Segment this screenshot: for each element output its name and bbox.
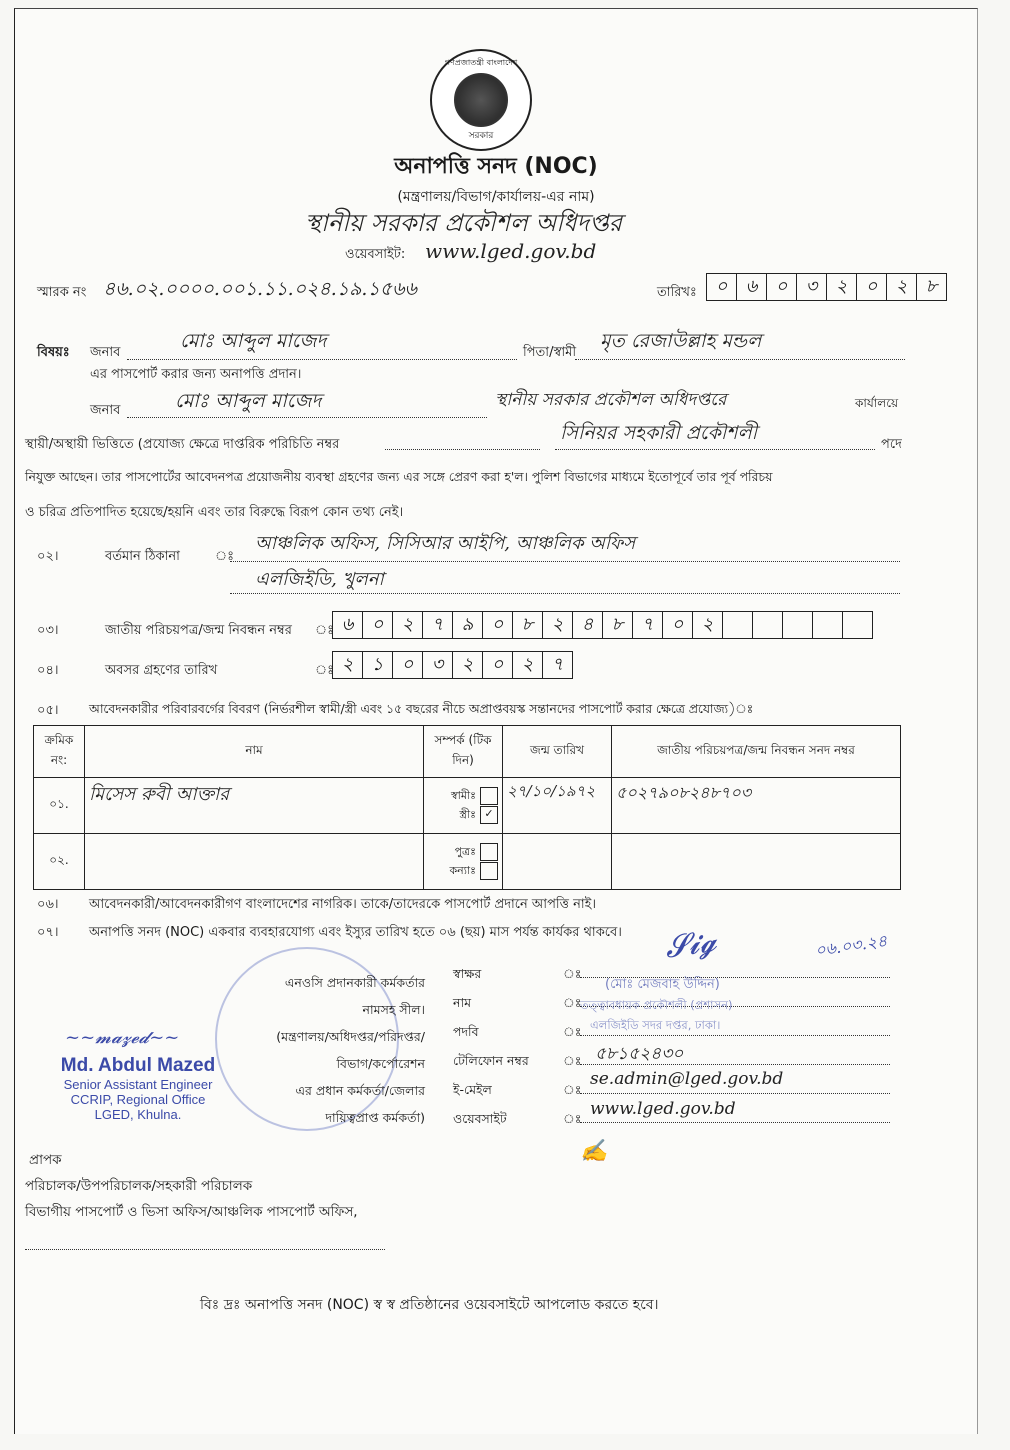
body-line4: ও চরিত্র প্রতিপাদিত হয়েছে/হয়নি এবং তার বিরুদ্ধে বিরূপ কোন তথ্য নেই।	[25, 505, 404, 520]
date-digit: ২	[826, 273, 857, 301]
nid-digit: ২	[392, 611, 423, 639]
row1-serial: ০১.	[34, 778, 85, 834]
recipient-line2: বিভাগীয় পাসপোর্ট ও ভিসা অফিস/আঞ্চলিক পাসপোর্ট অফিস,	[25, 1204, 358, 1220]
phone-value: ৫৮১৫২৪৩০	[595, 1044, 684, 1064]
wife-checkbox[interactable]: ✓	[480, 806, 498, 824]
item-03-number: ০৩।	[37, 623, 59, 638]
body-name: মোঃ আব্দুল মাজেদ	[175, 390, 322, 412]
row1-nid: ৫০২৭৯০৮২৪৮৭০৩	[612, 778, 901, 834]
seal-emblem-icon	[454, 73, 508, 127]
item-05-number: ০৫।	[37, 703, 59, 718]
nid-digit	[752, 611, 783, 639]
office-name: স্থানীয় সরকার প্রকৌশল অধিদপ্তর	[305, 209, 623, 237]
nid-digit: ০	[362, 611, 393, 639]
subject-label: বিষয়ঃ	[37, 345, 70, 360]
subject-mr: জনাব	[90, 345, 121, 360]
retire-digit: ১	[362, 651, 393, 679]
signatory-signature: 𝓢𝓲𝓰	[662, 923, 719, 966]
website-value: www.lged.gov.bd	[425, 239, 597, 263]
father-name: মৃত রেজাউল্লাহ মন্ডল	[600, 330, 762, 352]
nid-digit: ৮	[602, 611, 633, 639]
date-boxes	[707, 273, 947, 301]
body-pode: পদে	[881, 437, 902, 452]
retire-digit: ২	[452, 651, 483, 679]
address-line2: এলজিইডি, খুলনা	[255, 569, 384, 590]
nid-digit	[842, 611, 873, 639]
recipient-line1: পরিচালক/উপপরিচালক/সহকারী পরিচালক	[25, 1178, 253, 1194]
row1-name: মিসেস রুবী আক্তার	[85, 778, 424, 834]
nid-digit: ৬	[332, 611, 363, 639]
document-subtitle: (মন্ত্রণালয়/বিভাগ/কার্যালয়-এর নাম)	[397, 189, 595, 205]
nid-digit: ৭	[422, 611, 453, 639]
date-digit: ০	[766, 273, 797, 301]
ref-label: স্মারক নং	[37, 285, 87, 300]
government-seal	[430, 49, 532, 151]
applicant-stamp: Md. Abdul Mazed Senior Assistant Engineer CCRIP, Regional Office LGED, Khulna.	[60, 1055, 216, 1122]
item-07-text: অনাপত্তি সনদ (NOC) একবার ব্যবহারযোগ্য এবং ইস্যুর তারিখ হতে ০৬ (ছয়) মাস পর্যন্ত কার্যকর থাকবে।	[89, 925, 622, 940]
signature-date: ০৬.০৩.২৪	[813, 931, 889, 960]
row1-dob: ২৭/১০/১৯৭২	[503, 778, 612, 834]
nid-digit	[722, 611, 753, 639]
seal-bottom-text: সরকার	[468, 131, 494, 141]
retire-digit: ০	[482, 651, 513, 679]
subject-line2: এর পাসপোর্ট করার জন্য অনাপত্তি প্রদান।	[90, 367, 302, 382]
body-line2: স্থায়ী/অস্থায়ী ভিত্তিতে (প্রযোজ্য ক্ষেত্রে দাপ্তরিক পরিচিতি নম্বর	[25, 437, 340, 452]
nid-digit: ৪	[572, 611, 603, 639]
retire-digit: ২	[332, 651, 363, 679]
seal-top-text: গণপ্রজাতন্ত্রী বাংলাদেশ	[444, 58, 518, 67]
noc-document: গণপ্রজাতন্ত্রী বাংলাদেশ সরকার অনাপত্তি সনদ (NOC) (মন্ত্রণালয়/বিভাগ/কার্যালয়-এর নাম) স্থানীয় সরকার প্রকৌশল অধিদপ্তর ওয়েবসাইট: www.lged.gov.bd স্মারক নং ৪৬.০২.০০০০.০০১.১১.০২৪.১৯.১৫৬৬ তারিখঃ ০ ৬ ০ ৩ ২ ০ ২ ৮ বিষয়ঃ জনাব মোঃ আব্দুল মাজেদ পিতা/স্বামী মৃত রেজাউল্লাহ মন্ডল এর পাসপোর্ট করার জন্য অনাপত্তি প্রদান। জনাব মোঃ আব্দুল মাজেদ স্থানীয় সরকার প্রকৌশল অধিদপ্তরে কার্যালয়ে স্থায়ী/অস্থায়ী ভিত্তিতে (প্রযোজ্য ক্ষেত্রে দাপ্তরিক পরিচিতি নম্বর সিনিয়র সহকারী প্রকৌশলী পদে নিযুক্ত আছেন। তার পাসপোর্টের আবেদনপত্র প্রয়োজনীয় ব্যবস্থা গ্রহণের জন্য এর সঙ্গে প্রেরণ করা হ'ল। পুলিশ বিভাগের মাধ্যমে ইতোপূর্বে তার পূর্ব পরিচয় ও চরিত্র প্রতিপাদিত হয়েছে/হয়নি এবং তার বিরুদ্ধে বিরূপ কোন তথ্য নেই। ০২। বর্তমান ঠিকানা ঃ আঞ্চলিক অফিস, সিসিআর আইপি, আঞ্চলিক অফিস এলজিইডি, খুলনা ০৩। জাতীয় পরিচয়পত্র/জন্ম নিবন্ধন নম্বর ঃ ৬ ০ ২ ৭ ৯ ০ ৮ ২ ৪ ৮ ৭ ০ ২ ০৪। অবসর গ্রহণের তারিখ ঃ ২ ১ ০ ৩ ২ ০ ২ ৭ ০৫। আবেদনকারীর পরিবারবর্গের বিবরণ (নির্ভরশীল স্বামী/স্ত্রী এবং ১৫ বছরের নীচে অপ্রাপ্তবয়স্ক সন্তানদের পাসপোর্ট করার ক্ষেত্রে প্রযোজ্য)ঃ ক্রমিক নং: নাম সম্পর্ক (টিক দিন) জন্ম তারিখ জাতীয় পরিচয়পত্র/জন্ম নিবন্ধন সনদ নম্বর ০১. মিসেস রুবী আক্তার স্বামীঃ স্ত্রীঃ ✓ ২৭/১০/১৯৭২ ৫০২৭৯০৮২৪৮৭০৩ ০২. পুত্রঃ কন্যাঃ ০৬। আবেদনকারী/আবেদনকারীগণ বাংলাদেশের নাগরিক। তাকে/তাদেরকে পাসপোর্ট প্রদানে আপত্তি নাই। ০৭। অনাপত্তি সনদ (NOC) একবার ব্যবহারযোগ্য এবং ইস্যুর তারিখ হতে ০৬ (ছয়) মাস পর্যন্ত কার্যকর থাকবে। এনওসি প্রদানকারী কর্মকর্তার নামসহ সীল। (মন্ত্রণালয়/অধিদপ্তর/পরিদপ্তর/ বিভাগ/কর্পোরেশন এর প্রধান কর্মকর্তা/জেলার দায়িত্বপ্রাপ্ত কর্মকর্তা) স্বাক্ষর নাম পদবি টেলিফোন নম্বর ই-মেইল ওয়েবসাইট ঃ ঃ ঃ ঃ ঃ ঃ 𝓢𝓲𝓰 ০৬.০৩.২৪ (মোঃ মেজবাহ উদ্দিন) তত্ত্বাবধায়ক প্রকৌশলী (প্রশাসন) এলজিইডি সদর দপ্তর, ঢাকা। ৫৮১৫২৪৩০ se.admin@lged.gov.bd www.lged.gov.bd ✍ ~~𝓶𝓪𝔃𝓮𝓭~~ Md. Abdul Mazed Senior Assistant Engineer CCRIP, Regional Office LGED, Khulna. প্রাপক পরিচালক/উপপরিচালক/সহকারী পরিচালক বিভাগীয় পাসপোর্ট ও ভিসা অফিস/আঞ্চলিক পাসপোর্ট অফিস, বিঃ দ্রঃ অনাপত্তি সনদ (NOC) স্ব স্ব প্রতিষ্ঠানের ওয়েবসাইটে আপলোড করতে হবে।	[14, 8, 978, 1434]
footer-note: বিঃ দ্রঃ অনাপত্তি সনদ (NOC) স্ব স্ব প্রতিষ্ঠানের ওয়েবসাইটে আপলোড করতে হবে।	[200, 1297, 659, 1313]
nid-digit: ০	[662, 611, 693, 639]
row2-name	[85, 834, 424, 890]
designation-value: সিনিয়র সহকারী প্রকৌশলী	[560, 422, 758, 444]
recipient-label: প্রাপক	[29, 1152, 62, 1168]
item-06-number: ০৬।	[37, 897, 59, 912]
nid-boxes	[333, 611, 873, 639]
applicant-name: মোঃ আব্দুল মাজেদ	[180, 330, 327, 352]
address-line1: আঞ্চলিক অফিস, সিসিআর আইপি, আঞ্চলিক অফিস	[255, 533, 636, 554]
nid-digit: ৮	[512, 611, 543, 639]
retire-label: অবসর গ্রহণের তারিখ	[105, 663, 218, 678]
col-relation: সম্পর্ক (টিক দিন)	[424, 726, 503, 778]
date-digit: ৩	[796, 273, 827, 301]
item-04-number: ০৪।	[37, 663, 59, 678]
table-row	[34, 834, 901, 890]
daughter-checkbox[interactable]	[480, 862, 498, 880]
husband-checkbox[interactable]	[480, 787, 498, 805]
row2-relation: পুত্রঃ কন্যাঃ	[424, 834, 503, 890]
retire-digit: ২	[512, 651, 543, 679]
applicant-signature: ~~𝓶𝓪𝔃𝓮𝓭~~	[65, 1027, 180, 1048]
row1-relation: স্বামীঃ স্ত্রীঃ ✓	[424, 778, 503, 834]
name-stamp: (মোঃ মেজবাহ উদ্দিন)	[605, 977, 720, 992]
nid-digit: ৭	[632, 611, 663, 639]
date-digit: ২	[886, 273, 917, 301]
address-label: বর্তমান ঠিকানা	[105, 549, 180, 564]
col-dob: জন্ম তারিখ	[503, 726, 612, 778]
body-mr: জনাব	[90, 403, 121, 418]
date-digit: ০	[856, 273, 887, 301]
date-digit: ০	[706, 273, 737, 301]
date-digit: ৮	[916, 273, 947, 301]
row2-dob	[503, 834, 612, 890]
body-karyalaye: কার্যালয়ে	[855, 396, 899, 410]
nid-label: জাতীয় পরিচয়পত্র/জন্ম নিবন্ধন নম্বর	[105, 623, 292, 638]
nid-digit	[812, 611, 843, 639]
nid-digit: ২	[542, 611, 573, 639]
email-value: se.admin@lged.gov.bd	[590, 1069, 784, 1089]
son-checkbox[interactable]	[480, 843, 498, 861]
date-label: তারিখঃ	[657, 285, 697, 300]
row2-nid	[612, 834, 901, 890]
website-signatory-value: www.lged.gov.bd	[590, 1099, 736, 1119]
signatory-left-block: এনওসি প্রদানকারী কর্মকর্তার নামসহ সীল। (মন্ত্রণালয়/অধিদপ্তর/পরিদপ্তর/ বিভাগ/কর্পোরেশন এর প্রধান কর্মকর্তা/জেলার দায়িত্বপ্রাপ্ত কর্মকর্তা)	[276, 975, 425, 1125]
office-stamp: এলজিইডি সদর দপ্তর, ঢাকা।	[590, 1018, 721, 1032]
col-nid: জাতীয় পরিচয়পত্র/জন্ম নিবন্ধন সনদ নম্বর	[612, 726, 901, 778]
designation-stamp: তত্ত্বাবধায়ক প্রকৌশলী (প্রশাসন)	[580, 998, 733, 1012]
nid-digit: ০	[482, 611, 513, 639]
retire-digit: ৩	[422, 651, 453, 679]
nid-digit	[782, 611, 813, 639]
col-serial: ক্রমিক নং:	[34, 726, 85, 778]
retire-boxes	[333, 651, 573, 679]
ref-number: ৪৬.০২.০০০০.০০১.১১.০২৪.১৯.১৫৬৬	[103, 278, 417, 300]
initial-mark: ✍	[580, 1139, 608, 1164]
family-label: আবেদনকারীর পরিবারবর্গের বিবরণ (নির্ভরশীল স্বামী/স্ত্রী এবং ১৫ বছরের নীচে অপ্রাপ্তবয়স্ক সন্তানদের পাসপোর্ট করার ক্ষেত্রে প্রযোজ্য)ঃ	[89, 702, 754, 716]
document-title: অনাপত্তি সনদ (NOC)	[394, 154, 598, 179]
date-digit: ৬	[736, 273, 767, 301]
signatory-labels: স্বাক্ষর নাম পদবি টেলিফোন নম্বর ই-মেইল ওয়েবসাইট	[453, 966, 529, 1126]
item-02-number: ০২।	[37, 549, 59, 564]
nid-digit: ২	[692, 611, 723, 639]
item-06-text: আবেদনকারী/আবেদনকারীগণ বাংলাদেশের নাগরিক। তাকে/তাদেরকে পাসপোর্ট প্রদানে আপত্তি নাই।	[89, 897, 597, 912]
website-label: ওয়েবসাইট:	[345, 247, 406, 262]
col-name: নাম	[85, 726, 424, 778]
family-table	[33, 725, 901, 890]
retire-digit: ৭	[542, 651, 573, 679]
nid-digit: ৯	[452, 611, 483, 639]
father-label: পিতা/স্বামী	[523, 345, 577, 360]
body-office: স্থানীয় সরকার প্রকৌশল অধিদপ্তরে	[495, 390, 727, 410]
table-row	[34, 778, 901, 834]
row2-serial: ০২.	[34, 834, 85, 890]
item-07-number: ০৭।	[37, 925, 59, 940]
retire-digit: ০	[392, 651, 423, 679]
body-line3: নিযুক্ত আছেন। তার পাসপোর্টের আবেদনপত্র প্রয়োজনীয় ব্যবস্থা গ্রহণের জন্য এর সঙ্গে প্রেরণ করা হ'ল। পুলিশ বিভাগের মাধ্যমে ইতোপূর্বে তার পূর্ব পরিচয়	[25, 469, 773, 484]
